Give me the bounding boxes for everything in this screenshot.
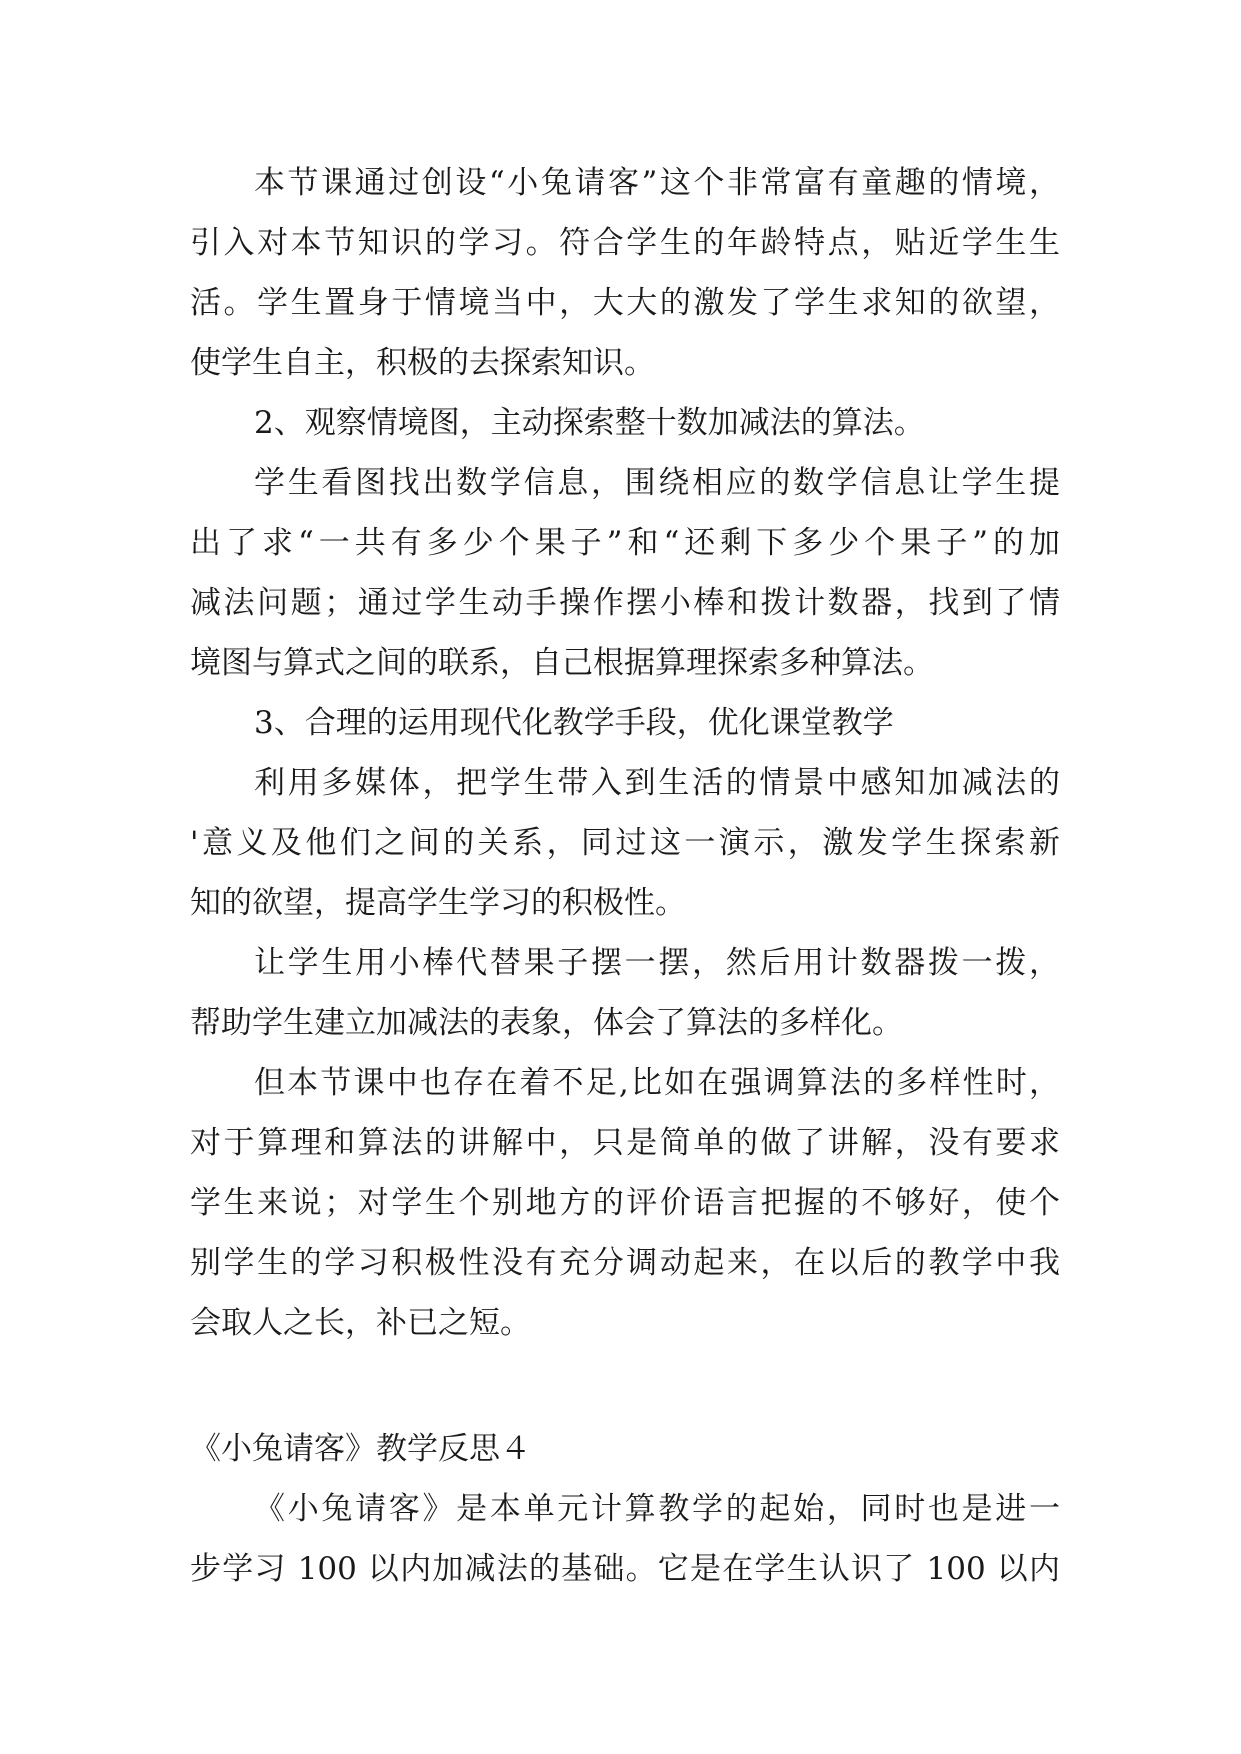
paragraph [190,453,1060,693]
text-line: 但本节课中也存在着不足,比如在强调算法的多样性时， [254,1065,1060,1101]
text-line: 引入对本节知识的学习。符合学生的年龄特点，贴近学生生 [190,225,1060,261]
text-line: 境图与算式之间的联系，自己根据算理探索多种算法。 [190,645,934,681]
text-line: 帮助学生建立加减法的表象，体会了算法的多样化。 [190,1005,903,1041]
text-line: 会取人之长，补已之短。 [190,1305,531,1341]
paragraph [190,693,1060,753]
text-line: 学生看图找出数学信息，围绕相应的数学信息让学生提 [254,465,1060,501]
text-line: 3、合理的运用现代化教学手段，优化课堂教学 [254,705,894,741]
text-line: 出了求“一共有多少个果子”和“还剩下多少个果子”的加 [190,525,1060,561]
paragraph [190,1053,1060,1353]
text-line: 知的欲望，提高学生学习的积极性。 [190,885,686,921]
text-line: 活。学生置身于情境当中，大大的激发了学生求知的欲望， [190,285,1060,321]
document-body [190,153,1060,1599]
section-gap [190,1353,1060,1419]
section-heading: 《小兔请客》教学反思４ [190,1431,531,1467]
paragraph [190,933,1060,1053]
paragraph [190,153,1060,393]
text-line: 使学生自主，积极的去探索知识。 [190,345,655,381]
text-line: 利用多媒体，把学生带入到生活的情景中感知加减法的 [254,765,1060,801]
text-line: 《小兔请客》是本单元计算教学的起始，同时也是进一 [254,1491,1060,1527]
text-line: 本节课通过创设“小兔请客”这个非常富有童趣的情境， [254,165,1060,201]
paragraph [190,393,1060,453]
text-line: 让学生用小棒代替果子摆一摆，然后用计数器拨一拨， [254,945,1060,981]
text-line: 别学生的学习积极性没有充分调动起来，在以后的教学中我 [190,1245,1060,1281]
text-line: 2、观察情境图，主动探索整十数加减法的算法。 [254,405,925,441]
text-line: 减法问题；通过学生动手操作摆小棒和拨计数器，找到了情 [190,585,1060,621]
text-line: 学生来说；对学生个别地方的评价语言把握的不够好，使个 [190,1185,1060,1221]
text-line: 步学习 100 以内加减法的基础。它是在学生认识了 100 以内 [190,1551,1060,1587]
paragraph [190,753,1060,933]
paragraph [190,1479,1060,1599]
text-line: 对于算理和算法的讲解中，只是简单的做了讲解，没有要求 [190,1125,1060,1161]
text-line: '意义及他们之间的关系，同过这一演示，激发学生探索新 [190,825,1060,861]
